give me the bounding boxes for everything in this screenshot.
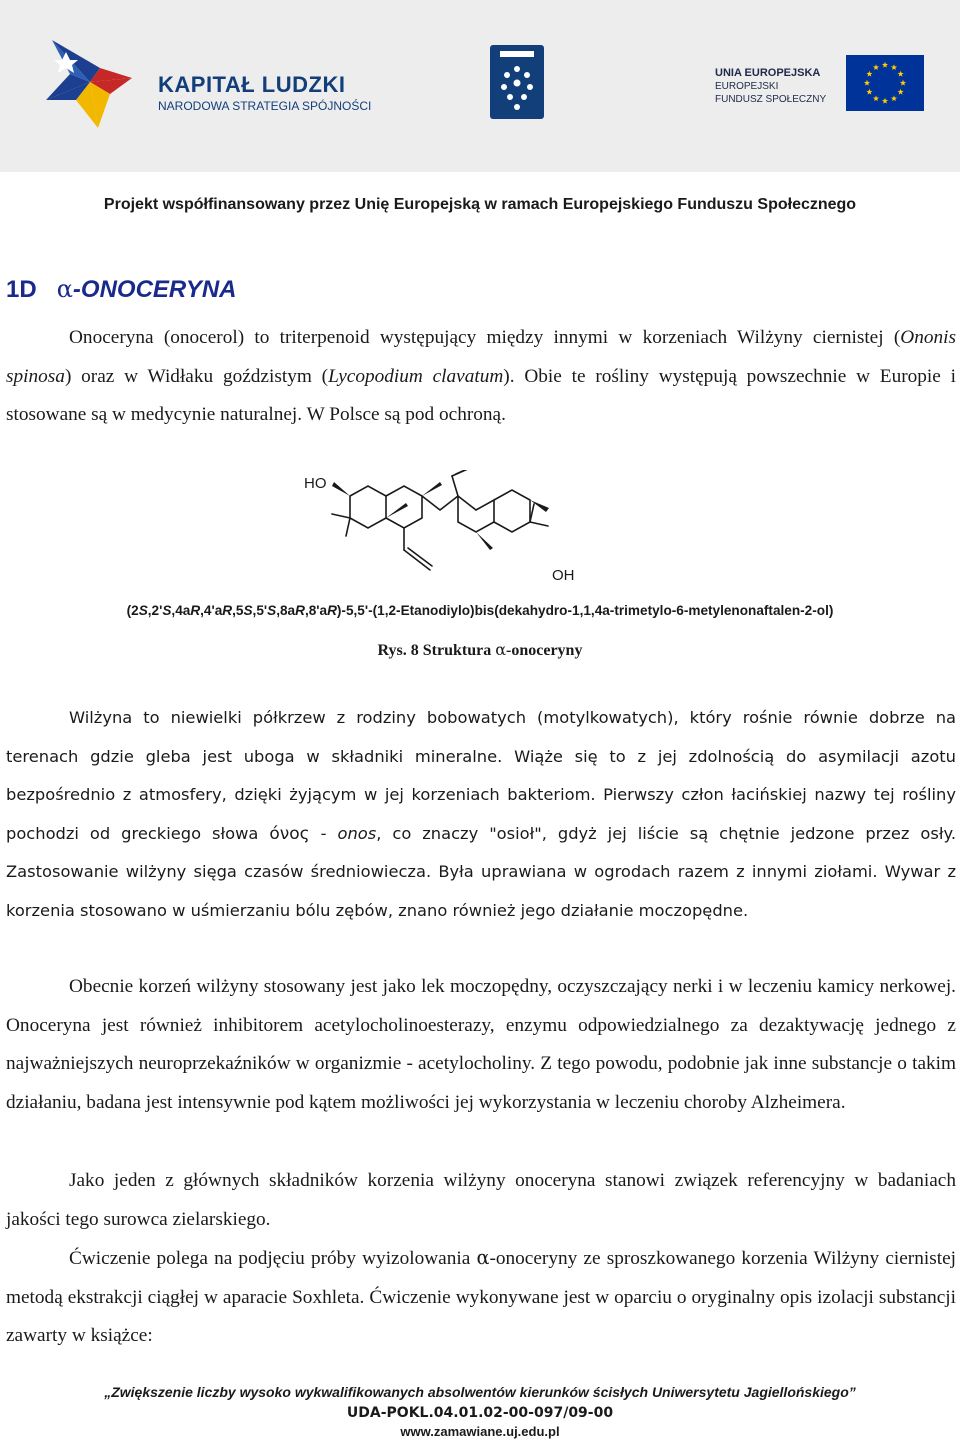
paragraph-cwiczenie bbox=[6, 1239, 956, 1356]
eu-logo-line3: FUNDUSZ SPOŁECZNY bbox=[715, 94, 827, 105]
iupac-descriptor: R bbox=[190, 603, 201, 618]
iupac-descriptor: S bbox=[267, 603, 277, 618]
iupac-name bbox=[0, 603, 960, 618]
cwiczenie-alpha: α bbox=[476, 1246, 490, 1269]
eu-logo bbox=[715, 55, 925, 125]
iupac-text: ,5' bbox=[252, 603, 268, 618]
iupac-descriptor: R bbox=[327, 603, 337, 618]
intro-latin-ononis: Ononis spinosa bbox=[6, 327, 956, 387]
footer-project-title: „Zwiększenie liczby wysoko wykwalifikowanych absolwentów kierunków ścisłych Uniwersytetu Jagiellońskiego” bbox=[104, 1384, 856, 1400]
structure-label-oh: OH bbox=[552, 567, 575, 584]
iupac-text: (2 bbox=[126, 603, 139, 618]
paragraph-wilzyna bbox=[6, 699, 956, 930]
caption-text-post: -onoceryny bbox=[506, 642, 583, 659]
wilzyna-text-a: Wilżyna to niewielki półkrzew z rodziny bobowatych (motylkowatych), który rośnie równie dobrze na terenach gdzie gleba jest uboga w składniki mineralne. Wiąże się to z jej zdolnością do asymilacji azotu bezpośrednio z atmosfery, dzięki żyjącym w jej korzeniach bakteriom. Pierwszy człon łacińskiej nazwy tej rośliny pochodzi od greckiego słowa bbox=[6, 708, 956, 843]
paragraph-korzen: Obecnie korzeń wilżyny stosowany jest jako lek moczopędny, oczyszczający nerki i w leczeniu kamicy nerkowej. Onoceryna jest również inhibitorem acetylocholinoesterazy, enzymu odpowiedzialnego za dezaktywację jednego z najważniejszych neuroprzekaźników w organizmie - acetylocholiny. Z tego powodu, podobnie jak inne substancje o takim działaniu, badana jest intensywnie pod kątem możliwości jej wykorzystania w leczeniu choroby Alzheimera. bbox=[6, 976, 956, 1113]
paragraph-jako: Jako jeden z głównych składników korzenia wilżyny onoceryna stanowi związek referencyjny w badaniach jakości tego surowca zielarskiego. bbox=[6, 1170, 956, 1230]
iupac-descriptor: S bbox=[138, 603, 148, 618]
iupac-text: ,8a bbox=[276, 603, 296, 618]
onocerin-structure-diagram bbox=[290, 470, 590, 590]
footer-project-code: UDA-POKL.04.01.02-00-097/09-00 bbox=[346, 1405, 614, 1421]
header-band bbox=[0, 0, 960, 172]
iupac-text: ,4a bbox=[171, 603, 191, 618]
footer-website-link[interactable]: www.zamawiane.uj.edu.pl bbox=[400, 1424, 560, 1439]
iupac-text: ,4'a bbox=[200, 603, 223, 618]
intro-text-2: ) oraz w Widłaku goździstym ( bbox=[64, 365, 329, 387]
caption-alpha: α bbox=[495, 640, 507, 659]
iupac-text: ,5 bbox=[232, 603, 244, 618]
iupac-text: ,8'a bbox=[304, 603, 328, 618]
figure-caption bbox=[0, 640, 960, 660]
structure-label-ho: HO bbox=[304, 475, 327, 492]
iupac-descriptor: S bbox=[162, 603, 172, 618]
eu-logo-line1: UNIA EUROPEJSKA bbox=[715, 67, 821, 79]
eu-logo-text bbox=[715, 67, 826, 106]
kapital-ludzki-subtitle: NARODOWA STRATEGIA SPÓJNOŚCI bbox=[158, 99, 372, 113]
iupac-text: )-5,5'-(1,2-Etanodiylo)bis(dekahydro-1,1,4a-trimetylo-6-metylenonaftalen-2-ol) bbox=[336, 603, 834, 618]
section-number: 1D bbox=[6, 276, 37, 303]
project-cofinancing-line: Projekt współfinansowany przez Unię Europejską w ramach Europejskiego Funduszu Społecznego bbox=[103, 196, 857, 213]
cwiczenie-text-b: -onoceryny ze sproszkowanego korzenia Wilżyny ciernistej metodą ekstrakcji ciągłej w aparacie Soxhleta. Ćwiczenie wykonywane jest w oparciu o oryginalny opis izolacji substancji zawarty w książce: bbox=[6, 1248, 956, 1346]
word-onos: onos bbox=[337, 823, 377, 843]
caption-text: Rys. 8 Struktura bbox=[377, 642, 496, 659]
greek-word: όνος bbox=[269, 823, 310, 844]
intro-text-1: Onoceryna (onocerol) to triterpenoid występujący między innymi w korzeniach Wilżyny ciernistej ( bbox=[69, 327, 901, 348]
eu-logo-line2: EUROPEJSKI bbox=[715, 81, 779, 92]
iupac-text: ,2' bbox=[147, 603, 163, 618]
iupac-descriptor: R bbox=[222, 603, 233, 618]
kapital-ludzki-title: KAPITAŁ LUDZKI bbox=[158, 72, 346, 97]
section-name: -ONOCERYNA bbox=[72, 276, 237, 303]
iupac-descriptor: S bbox=[243, 603, 253, 618]
intro-latin-lycopodium: Lycopodium clavatum bbox=[328, 365, 504, 387]
section-alpha: α bbox=[56, 275, 73, 303]
cwiczenie-text-a: Ćwiczenie polega na podjęciu próby wyizolowania bbox=[69, 1248, 477, 1269]
intro-text-3: ). Obie te rośliny występują powszechnie w Europie i stosowane są w medycynie naturalnej. W Polsce są pod ochroną. bbox=[6, 365, 956, 425]
wilzyna-text-b: , co znaczy "osioł", gdyż jej liście są chętnie jedzone przez osły. Zastosowanie wilżyny sięga czasów średniowiecza. Była uprawiana w ogrodach razem z innymi ziołami. Wywar z korzenia stosowano w uśmierzaniu bólu zębów, znano również jego działanie moczopędne. bbox=[6, 823, 956, 920]
eu-flag-icon bbox=[846, 55, 924, 111]
kapital-ludzki-star-icon bbox=[40, 30, 140, 130]
section-heading bbox=[6, 275, 237, 304]
wilzyna-dash: - bbox=[309, 823, 338, 843]
intro-paragraph bbox=[6, 319, 956, 435]
university-emblem-icon bbox=[490, 45, 544, 119]
iupac-descriptor: R bbox=[295, 603, 305, 618]
kapital-ludzki-logo bbox=[40, 30, 372, 130]
